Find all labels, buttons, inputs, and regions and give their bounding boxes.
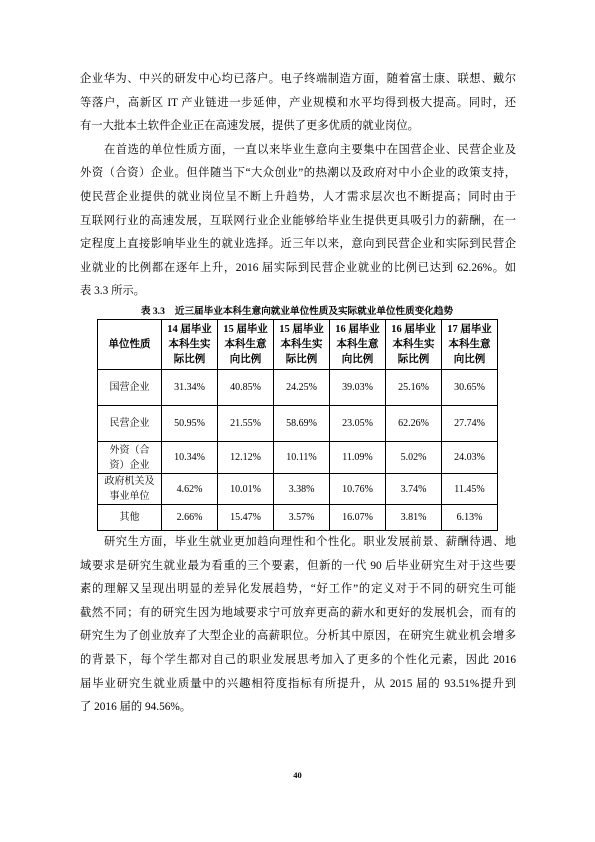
row-label-cell: [98, 406, 162, 442]
table-caption: [97, 305, 497, 319]
table-cell: 50.95%: [162, 406, 218, 442]
table-cell: 10.01%: [218, 474, 274, 505]
body-text-top: [80, 68, 516, 304]
header-line: 16 届毕业: [391, 324, 436, 335]
table-cell: 2.66%: [162, 505, 218, 531]
table-cell: 31.34%: [162, 370, 218, 406]
table-cell: 39.03%: [330, 370, 386, 406]
header-line: 本科生实: [168, 339, 211, 350]
header-line: 向比例: [341, 354, 374, 365]
text-line: 企业华为、中兴的研发中心均已落户。电子终端制造方面，随着富士康、联想、戴尔: [80, 73, 516, 85]
table-cell: 40.85%: [218, 370, 274, 406]
row-label-line: 资）企业: [109, 459, 150, 471]
row-label-line: 民营企业: [109, 418, 150, 429]
header-line: 际比例: [285, 354, 318, 365]
header-cell-14-actual: [162, 320, 218, 370]
table-cell: 3.81%: [386, 505, 442, 531]
table-cell: 3.38%: [274, 474, 330, 505]
table-cell: 4.62%: [162, 474, 218, 505]
table-cell: 27.74%: [442, 406, 498, 442]
row-label-line: 国营企业: [109, 382, 150, 393]
row-label-line: 其他: [119, 512, 140, 523]
text-line: 定程度上直接影响毕业生的就业选择。近三年以来，意向到民营企业和实际到民营企: [80, 238, 516, 251]
table-row: [98, 406, 498, 442]
text-line: 在首选的单位性质方面，一直以来毕业生意向主要集中在国营企业、民营企业及: [104, 143, 516, 156]
table-caption-label: 表 3.3: [140, 306, 165, 317]
table-cell: 30.65%: [442, 370, 498, 406]
row-label-cell: [98, 442, 162, 474]
table-cell: 25.16%: [386, 370, 442, 406]
text-line: 截然不同；有的研究生因为地域要求宁可放弃更高的薪水和更好的发展机会，而有的: [80, 606, 516, 619]
text-line: 业就业的比例都在逐年上升，2016 届实际到民营企业就业的比例已达到 62.26%。如: [80, 261, 516, 274]
paragraph: [80, 139, 516, 304]
table-row: [98, 505, 498, 531]
table-cell: 10.34%: [162, 442, 218, 474]
header-cell-15-intended: [218, 320, 274, 370]
table-cell: 23.05%: [330, 406, 386, 442]
header-line: 单位性质: [108, 339, 151, 350]
header-cell-unit-type: [98, 320, 162, 370]
text-line: 研究生方面，毕业生就业更加趋向理性和个性化。职业发展前景、薪酬待遇、地: [104, 536, 516, 548]
table-cell: 24.03%: [442, 442, 498, 474]
table-cell: 58.69%: [274, 406, 330, 442]
table-cell: 10.11%: [274, 442, 330, 474]
table-cell: 21.55%: [218, 406, 274, 442]
table-cell: 24.25%: [274, 370, 330, 406]
table-row: [98, 370, 498, 406]
table-cell: 16.07%: [330, 505, 386, 531]
table-header-row: [98, 320, 498, 370]
header-line: 15 届毕业: [279, 324, 324, 335]
table-cell: 10.76%: [330, 474, 386, 505]
header-line: 向比例: [229, 354, 262, 365]
table-cell: 11.09%: [330, 442, 386, 474]
row-label-cell: [98, 474, 162, 505]
header-line: 向比例: [453, 354, 486, 365]
header-line: 17 届毕业: [447, 324, 492, 335]
header-line: 15 届毕业: [223, 324, 268, 335]
table-cell: 11.45%: [442, 474, 498, 505]
row-label-line: 事业单位: [109, 491, 150, 502]
text-line: 研究生为了创业放弃了大型企业的高薪职位。分析其中原因，在研究生就业机会增多: [80, 630, 516, 643]
table-row: [98, 442, 498, 474]
paragraph: [80, 68, 516, 139]
text-line: 外资（合资）企业。但伴随当下“大众创业”的热潮以及政府对中小企业的政策支持，: [80, 167, 516, 180]
header-line: 本科生实: [392, 339, 435, 350]
table-cell: 6.13%: [442, 505, 498, 531]
text-line: 使民营企业提供的就业岗位呈不断上升趋势，人才需求层次也不断提高；同时由于: [80, 190, 516, 203]
table-cell: 12.12%: [218, 442, 274, 474]
header-line: 际比例: [173, 354, 206, 365]
paragraph: [80, 531, 516, 720]
header-line: 16 届毕业: [335, 324, 380, 335]
table-cell: 3.57%: [274, 505, 330, 531]
text-line: 互联网行业的高速发展，互联网行业企业能够给毕业生提供更具吸引力的薪酬，在一: [80, 214, 516, 227]
header-line: 本科生意: [448, 339, 491, 350]
text-line: 域要求是研究生就业最为看重的三个要素，但新的一代 90 后毕业研究生对于这些要: [80, 559, 516, 572]
data-table: [97, 319, 498, 531]
header-line: 本科生实: [280, 339, 323, 350]
row-label-line: 政府机关及: [104, 476, 155, 487]
header-cell-17-intended: [442, 320, 498, 370]
table-caption-title: 近三届毕业本科生意向就业单位性质及实际就业单位性质变化趋势: [174, 306, 454, 317]
text-line: 素的理解又呈现出明显的差异化发展趋势，“好工作”的定义对于不同的研究生可能: [80, 583, 516, 596]
row-label-cell: [98, 505, 162, 531]
header-line: 14 届毕业: [167, 324, 212, 335]
table-cell: 5.02%: [386, 442, 442, 474]
table-cell: 62.26%: [386, 406, 442, 442]
body-text-bottom: [80, 531, 516, 720]
text-line: 的背景下，每个学生都对自己的职业发展思考加入了更多的个性化元素，因此 2016: [80, 653, 516, 666]
row-label-cell: [98, 370, 162, 406]
table-cell: 3.74%: [386, 474, 442, 505]
text-line: 有一大批本土软件企业正在高速发展，提供了更多优质的就业岗位。: [80, 120, 419, 133]
table-cell: 15.47%: [218, 505, 274, 531]
table-row: [98, 474, 498, 505]
header-cell-15-actual: [274, 320, 330, 370]
text-line: 等落户，高新区 IT 产业链进一步延伸，产业规模和水平均得到极大提高。同时，还: [80, 96, 516, 109]
header-cell-16-intended: [330, 320, 386, 370]
header-cell-16-actual: [386, 320, 442, 370]
row-label-line: 外资（合: [109, 444, 150, 456]
text-line: 了 2016 届的 94.56%。: [80, 701, 192, 714]
header-line: 际比例: [397, 354, 430, 365]
header-line: 本科生意: [224, 339, 267, 350]
text-line: 届毕业研究生就业质量中的兴趣相符度指标有所提升，从 2015 届的 93.51%提升到: [80, 677, 516, 690]
text-line: 表 3.3 所示。: [80, 285, 145, 298]
page-number: 40: [293, 770, 302, 780]
header-line: 本科生意: [336, 339, 379, 350]
